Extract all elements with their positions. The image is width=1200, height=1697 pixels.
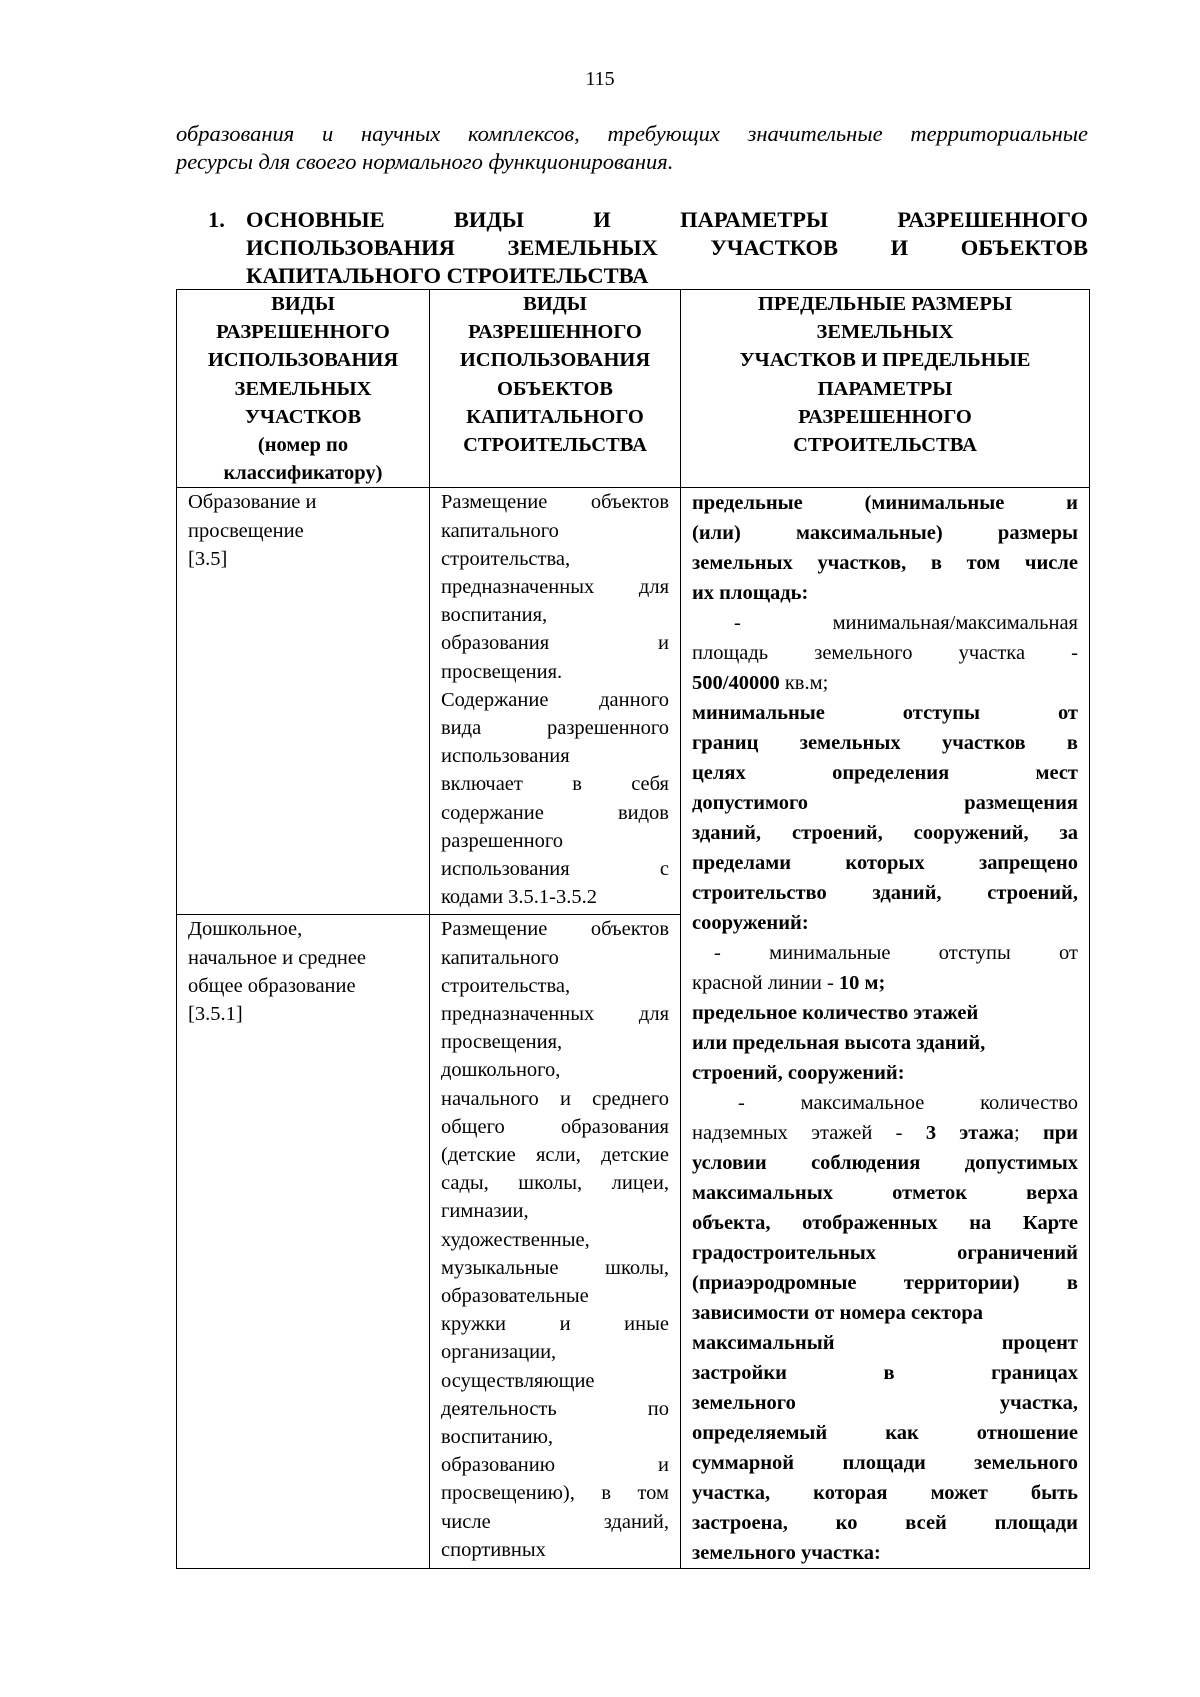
section-heading: [176, 206, 1088, 290]
param-line: границ земельных участков в: [692, 732, 1078, 755]
description-cell: [430, 915, 681, 1569]
param-line: участка, которая может быть: [692, 1482, 1078, 1505]
use-type-line: общее образование: [188, 974, 356, 997]
description-line: деятельность по: [441, 1397, 669, 1420]
header-line: ЗЕМЕЛЬНЫХ: [234, 377, 372, 400]
header-line: (номер по: [257, 434, 349, 457]
use-type-line: просвещение: [188, 519, 304, 542]
description-line: художественные,: [441, 1228, 590, 1251]
param-value: 3 этажа: [925, 1122, 1014, 1145]
param-line: условии соблюдения допустимых: [692, 1152, 1078, 1175]
table-header-row: [177, 290, 1090, 488]
use-type-line: [3.5.1]: [188, 1002, 243, 1025]
description-line: образовательные: [441, 1284, 589, 1307]
use-type-cell: [177, 488, 430, 915]
description-line: вида разрешенного: [441, 717, 669, 740]
header-line: классификатору): [223, 462, 383, 485]
description-cell: [430, 488, 681, 915]
header-limit-parameters: [681, 290, 1090, 488]
param-line: (приаэродромные территории) в: [692, 1272, 1078, 1295]
description-line: спортивных: [441, 1538, 546, 1561]
use-type-line: начальное и среднее: [188, 946, 366, 969]
description-line: содержание видов: [441, 801, 669, 824]
description-line: числе зданий,: [441, 1510, 669, 1533]
description-line: использования: [441, 745, 570, 768]
section-number: 1.: [208, 207, 225, 232]
param-text: красной линии -: [692, 972, 839, 995]
parameters-cell: [681, 488, 1090, 1569]
section-heading-line: ИСПОЛЬЗОВАНИЯ ЗЕМЕЛЬНЫХ УЧАСТКОВ И ОБЪЕКТОВ: [246, 235, 1088, 260]
param-line: [692, 968, 1078, 998]
param-line: - максимальное количество: [738, 1092, 1078, 1115]
param-line: минимальные отступы от: [692, 702, 1078, 725]
param-line: определяемый как отношение: [692, 1422, 1078, 1445]
param-line: или предельная высота зданий,: [692, 1032, 986, 1055]
description-line: общего образования: [441, 1115, 669, 1138]
description-line: предназначенных для: [441, 576, 669, 599]
page-number: 115: [585, 68, 615, 90]
description-line: разрешенного: [441, 829, 564, 852]
param-line: строений, сооружений:: [692, 1062, 905, 1085]
intro-line: ресурсы для своего нормального функционирования.: [176, 149, 674, 174]
header-line: РАЗРЕШЕННОГО: [798, 405, 972, 428]
header-line: ПАРАМЕТРЫ: [817, 377, 953, 400]
header-line: ОБЪЕКТОВ: [497, 377, 613, 400]
description-line: (детские ясли, детские: [441, 1143, 669, 1166]
param-line: [692, 668, 1078, 698]
description-line: воспитания,: [441, 604, 548, 627]
header-line: ПРЕДЕЛЬНЫЕ РАЗМЕРЫ: [757, 293, 1013, 315]
header-line: ВИДЫ: [271, 293, 335, 315]
param-line: (или) максимальные) размеры: [692, 522, 1078, 545]
description-line: музыкальные школы,: [441, 1256, 669, 1279]
description-line: образования и: [441, 632, 669, 655]
description-line: просвещения,: [441, 1031, 563, 1054]
header-line: РАЗРЕШЕННОГО: [468, 321, 642, 344]
use-type-line: Дошкольное,: [188, 918, 303, 941]
description-line: использования с: [441, 858, 669, 881]
use-type-cell: [177, 915, 430, 1569]
param-line: площадь земельного участка -: [692, 642, 1078, 665]
param-line: сооружений:: [692, 912, 809, 935]
param-text: ;: [1013, 1122, 1043, 1145]
param-line: земельного участка,: [692, 1392, 1078, 1415]
param-line: земельного участка:: [692, 1542, 881, 1565]
description-line: просвещения.: [441, 660, 563, 683]
header-line: СТРОИТЕЛЬСТВА: [463, 434, 647, 457]
header-line: ВИДЫ: [523, 293, 587, 315]
param-value: 10 м;: [838, 972, 886, 995]
description-line: воспитанию,: [441, 1426, 554, 1448]
description-line: начального и среднего: [441, 1087, 669, 1110]
header-land-use-types: [177, 290, 430, 488]
param-line: застройки в границах: [692, 1362, 1078, 1385]
param-line: земельных участков, в том числе: [692, 552, 1078, 575]
header-line: РАЗРЕШЕННОГО: [216, 321, 390, 344]
description-line: капитального: [441, 946, 559, 969]
param-line: допустимого размещения: [692, 792, 1078, 815]
param-line: зависимости от номера сектора: [692, 1302, 983, 1325]
description-line: Содержание данного: [441, 688, 669, 711]
param-line: предельное количество этажей: [692, 1002, 979, 1025]
header-line: УЧАСТКОВ И ПРЕДЕЛЬНЫЕ: [739, 349, 1031, 372]
param-line: предельные (минимальные и: [692, 492, 1078, 515]
description-line: Размещение объектов: [441, 491, 669, 514]
header-construction-use-types: [430, 290, 681, 488]
param-line: объекта, отображенных на Карте: [692, 1212, 1078, 1235]
param-line: градостроительных ограничений: [692, 1242, 1078, 1265]
description-line: капитального: [441, 519, 559, 542]
header-line: ИСПОЛЬЗОВАНИЯ: [207, 349, 399, 372]
param-line: максимальный процент: [692, 1332, 1078, 1355]
description-line: кодами 3.5.1-3.5.2: [441, 886, 598, 909]
param-line: - минимальная/максимальная: [734, 612, 1078, 635]
regulations-table: [176, 289, 1090, 1569]
param-value: 500/40000: [692, 672, 780, 695]
description-line: гимназии,: [441, 1200, 529, 1223]
header-line: КАПИТАЛЬНОГО: [466, 405, 644, 428]
param-line: целях определения мест: [692, 762, 1078, 785]
use-type-line: [3.5]: [188, 547, 228, 570]
header-line: УЧАСТКОВ: [244, 405, 362, 428]
param-line: суммарной площади земельного: [692, 1452, 1078, 1475]
param-text: надземных этажей -: [692, 1122, 926, 1145]
param-line: максимальных отметок верха: [692, 1182, 1078, 1205]
intro-line: образования и научных комплексов, требующих значительные территориальные: [176, 121, 1088, 146]
description-line: строительства,: [441, 974, 571, 997]
param-line: их площадь:: [692, 582, 809, 605]
param-line: строительство зданий, строений,: [692, 882, 1078, 905]
description-line: кружки и иные: [441, 1313, 669, 1336]
description-line: включает в себя: [441, 773, 669, 796]
header-line: СТРОИТЕЛЬСТВА: [793, 434, 977, 457]
description-line: просвещению), в том: [441, 1482, 669, 1505]
table-row: [177, 488, 1090, 915]
header-line: ИСПОЛЬЗОВАНИЯ: [459, 349, 651, 372]
use-type-line: Образование и: [188, 491, 317, 514]
param-unit: кв.м;: [779, 672, 829, 695]
section-heading-line: ОСНОВНЫЕ ВИДЫ И ПАРАМЕТРЫ РАЗРЕШЕННОГО: [246, 207, 1088, 232]
param-text: при: [1042, 1122, 1078, 1145]
intro-paragraph: [176, 120, 1088, 176]
section-heading-line: КАПИТАЛЬНОГО СТРОИТЕЛЬСТВА: [246, 263, 649, 288]
header-line: ЗЕМЕЛЬНЫХ: [816, 321, 954, 344]
param-line: [692, 1118, 1078, 1148]
description-line: осуществляющие: [441, 1369, 595, 1392]
param-line: - минимальные отступы от: [714, 942, 1078, 965]
description-line: дошкольного,: [441, 1059, 561, 1082]
param-line: пределами которых запрещено: [692, 852, 1078, 875]
description-line: Размещение объектов: [441, 918, 669, 941]
description-line: сады, школы, лицеи,: [441, 1172, 669, 1195]
description-line: организации,: [441, 1341, 557, 1364]
description-line: предназначенных для: [441, 1002, 669, 1025]
param-line: застроена, ко всей площади: [692, 1512, 1078, 1535]
param-line: зданий, строений, сооружений, за: [692, 822, 1078, 845]
description-line: строительства,: [441, 547, 571, 570]
description-line: образованию и: [441, 1454, 669, 1477]
